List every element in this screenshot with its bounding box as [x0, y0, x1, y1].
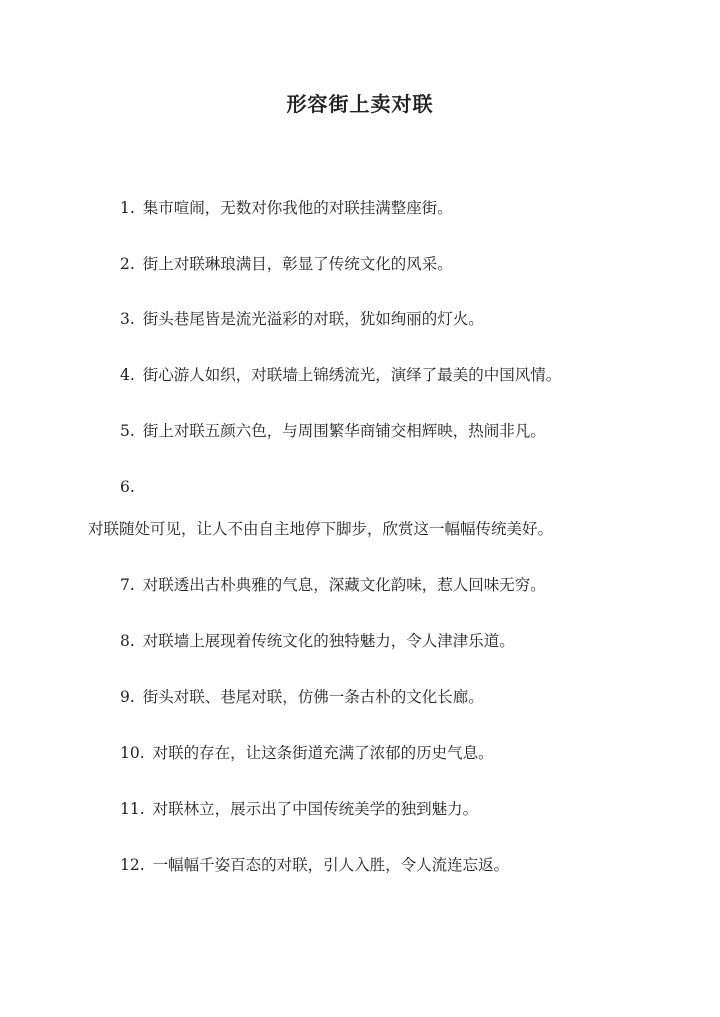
item-number: 7.: [120, 576, 135, 594]
item-text: 对联透出古朴典雅的气息，深藏文化韵味，惹人回味无穷。: [142, 576, 546, 594]
list-item-10: [120, 742, 494, 764]
item-number: 8.: [120, 632, 135, 650]
list-item-9: [120, 686, 484, 708]
item-text: 一幅幅千姿百态的对联，引人入胜，令人流连忘返。: [152, 856, 510, 874]
list-item-5: [120, 420, 546, 442]
item-number: 6.: [120, 478, 135, 496]
item-text: 对联随处可见，让人不由自主地停下脚步，欣赏这一幅幅传统美好。: [88, 520, 554, 538]
list-item-12: [120, 854, 509, 876]
list-item-6-text: [88, 518, 553, 540]
item-number: 5.: [120, 422, 135, 440]
item-text: 对联墙上展现着传统文化的独特魅力，令人津津乐道。: [142, 632, 515, 650]
item-text: 街心游人如织，对联墙上锦绣流光，演绎了最美的中国风情。: [142, 366, 562, 384]
list-item-3: [120, 308, 484, 330]
list-item-1: [120, 197, 453, 219]
list-item-6-number: [120, 476, 135, 498]
item-number: 11.: [120, 800, 145, 818]
list-item-7: [120, 574, 546, 596]
item-number: 2.: [120, 255, 135, 273]
item-number: 10.: [120, 744, 145, 762]
item-text: 街头巷尾皆是流光溢彩的对联，犹如绚丽的灯火。: [142, 310, 484, 328]
item-number: 9.: [120, 688, 135, 706]
item-text: 街上对联琳琅满目，彰显了传统文化的风采。: [142, 255, 453, 273]
item-text: 街上对联五颜六色，与周围繁华商铺交相辉映，热闹非凡。: [142, 422, 546, 440]
list-item-2: [120, 253, 453, 275]
item-number: 12.: [120, 856, 145, 874]
item-text: 集市喧闹，无数对你我他的对联挂满整座街。: [142, 199, 453, 217]
list-item-8: [120, 630, 515, 652]
item-number: 3.: [120, 310, 135, 328]
item-text: 对联的存在，让这条街道充满了浓郁的历史气息。: [152, 744, 494, 762]
item-text: 街头对联、巷尾对联，仿佛一条古朴的文化长廊。: [142, 688, 484, 706]
item-number: 1.: [120, 199, 135, 217]
item-number: 4.: [120, 366, 135, 384]
item-text: 对联林立，展示出了中国传统美学的独到魅力。: [152, 800, 479, 818]
page-title: 形容街上卖对联: [286, 92, 434, 116]
list-item-4: [120, 364, 561, 386]
list-item-11: [120, 798, 478, 820]
